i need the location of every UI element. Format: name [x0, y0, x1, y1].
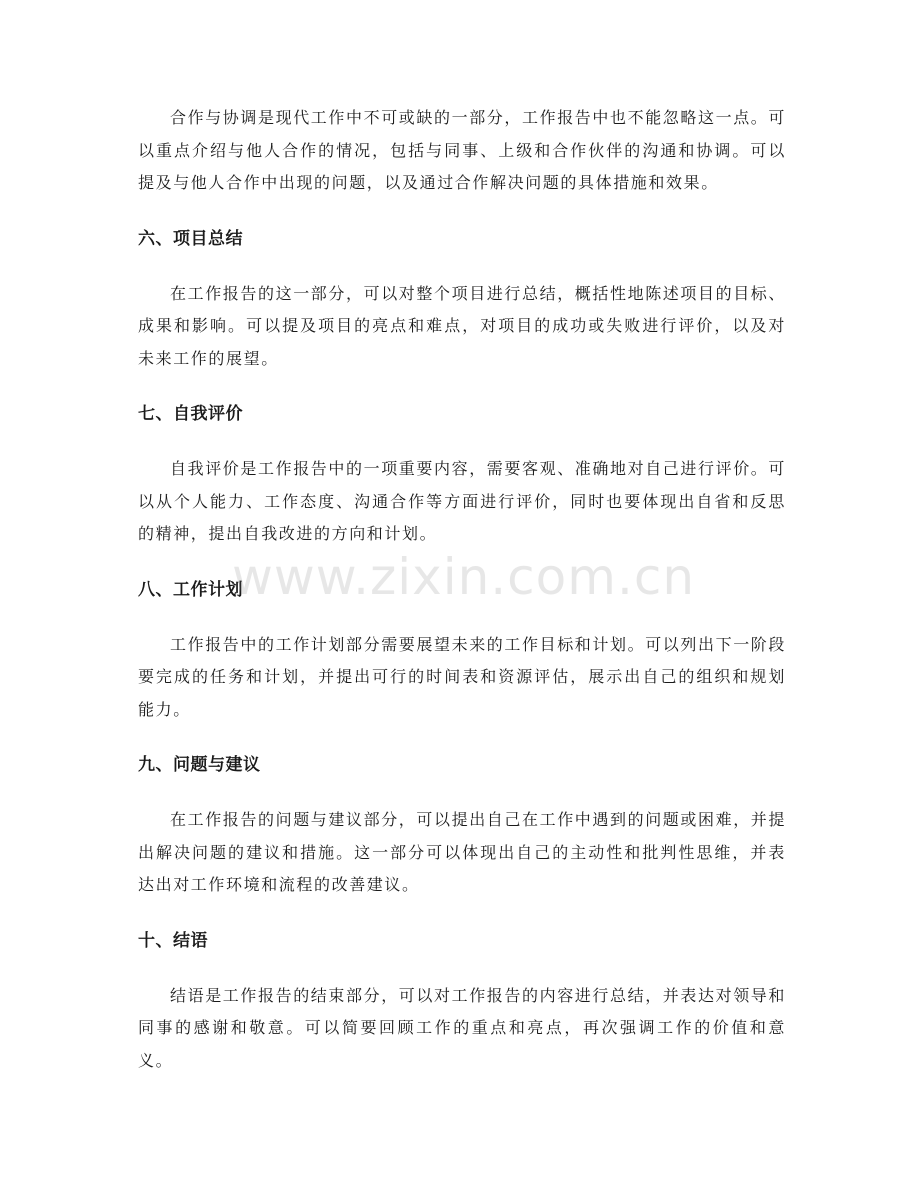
section-heading: 八、工作计划 — [138, 579, 243, 600]
section-paragraph: 自我评价是工作报告中的一项重要内容，需要客观、准确地对自己进行评价。可以从个人能力、工作态度、沟通合作等方面进行评价，同时也要体现出自省和反思的精神，提出自我改进的方向和计划。 — [138, 459, 787, 543]
document-body — [138, 102, 786, 1100]
section-work-plan — [138, 574, 786, 727]
section-paragraph: 结语是工作报告的结束部分，可以对工作报告的内容进行总结，并表达对领导和同事的感谢和敬意。可以简要回顾工作的重点和亮点，再次强调工作的价值和意义。 — [138, 985, 787, 1070]
watermark: www.zixin.com.cn — [232, 548, 696, 606]
section-self-evaluation — [138, 398, 786, 551]
section-paragraph: 在工作报告的问题与建议部分，可以提出自己在工作中遇到的问题或困难，并提出解决问题的建议和措施。这一部分可以体现出自己的主动性和批判性思维，并表达出对工作环境和流程的改善建议。 — [138, 810, 787, 894]
section-paragraph: 在工作报告的这一部分，可以对整个项目进行总结，概括性地陈述项目的目标、成果和影响。可以提及项目的亮点和难点，对项目的成功或失败进行评价，以及对未来工作的展望。 — [138, 283, 787, 368]
section-heading: 九、问题与建议 — [138, 755, 261, 775]
section-heading: 十、结语 — [138, 930, 208, 951]
section-heading: 六、项目总结 — [138, 228, 243, 249]
section-issues-suggestions — [138, 749, 786, 902]
section-project-summary — [138, 223, 786, 376]
section-paragraph: 工作报告中的工作计划部分需要展望未来的工作目标和计划。可以列出下一阶段要完成的任务和计划，并提出可行的时间表和资源评估，展示出自己的组织和规划能力。 — [138, 634, 787, 719]
section-heading: 七、自我评价 — [138, 404, 243, 424]
intro-paragraph: 合作与协调是现代工作中不可或缺的一部分，工作报告中也不能忽略这一点。可以重点介绍与他人合作的情况，包括与同事、上级和合作伙伴的沟通和协调。可以提及与他人合作中出现的问题，以及通过合作解决问题的具体措施和效果。 — [138, 108, 787, 192]
section-conclusion — [138, 925, 786, 1078]
